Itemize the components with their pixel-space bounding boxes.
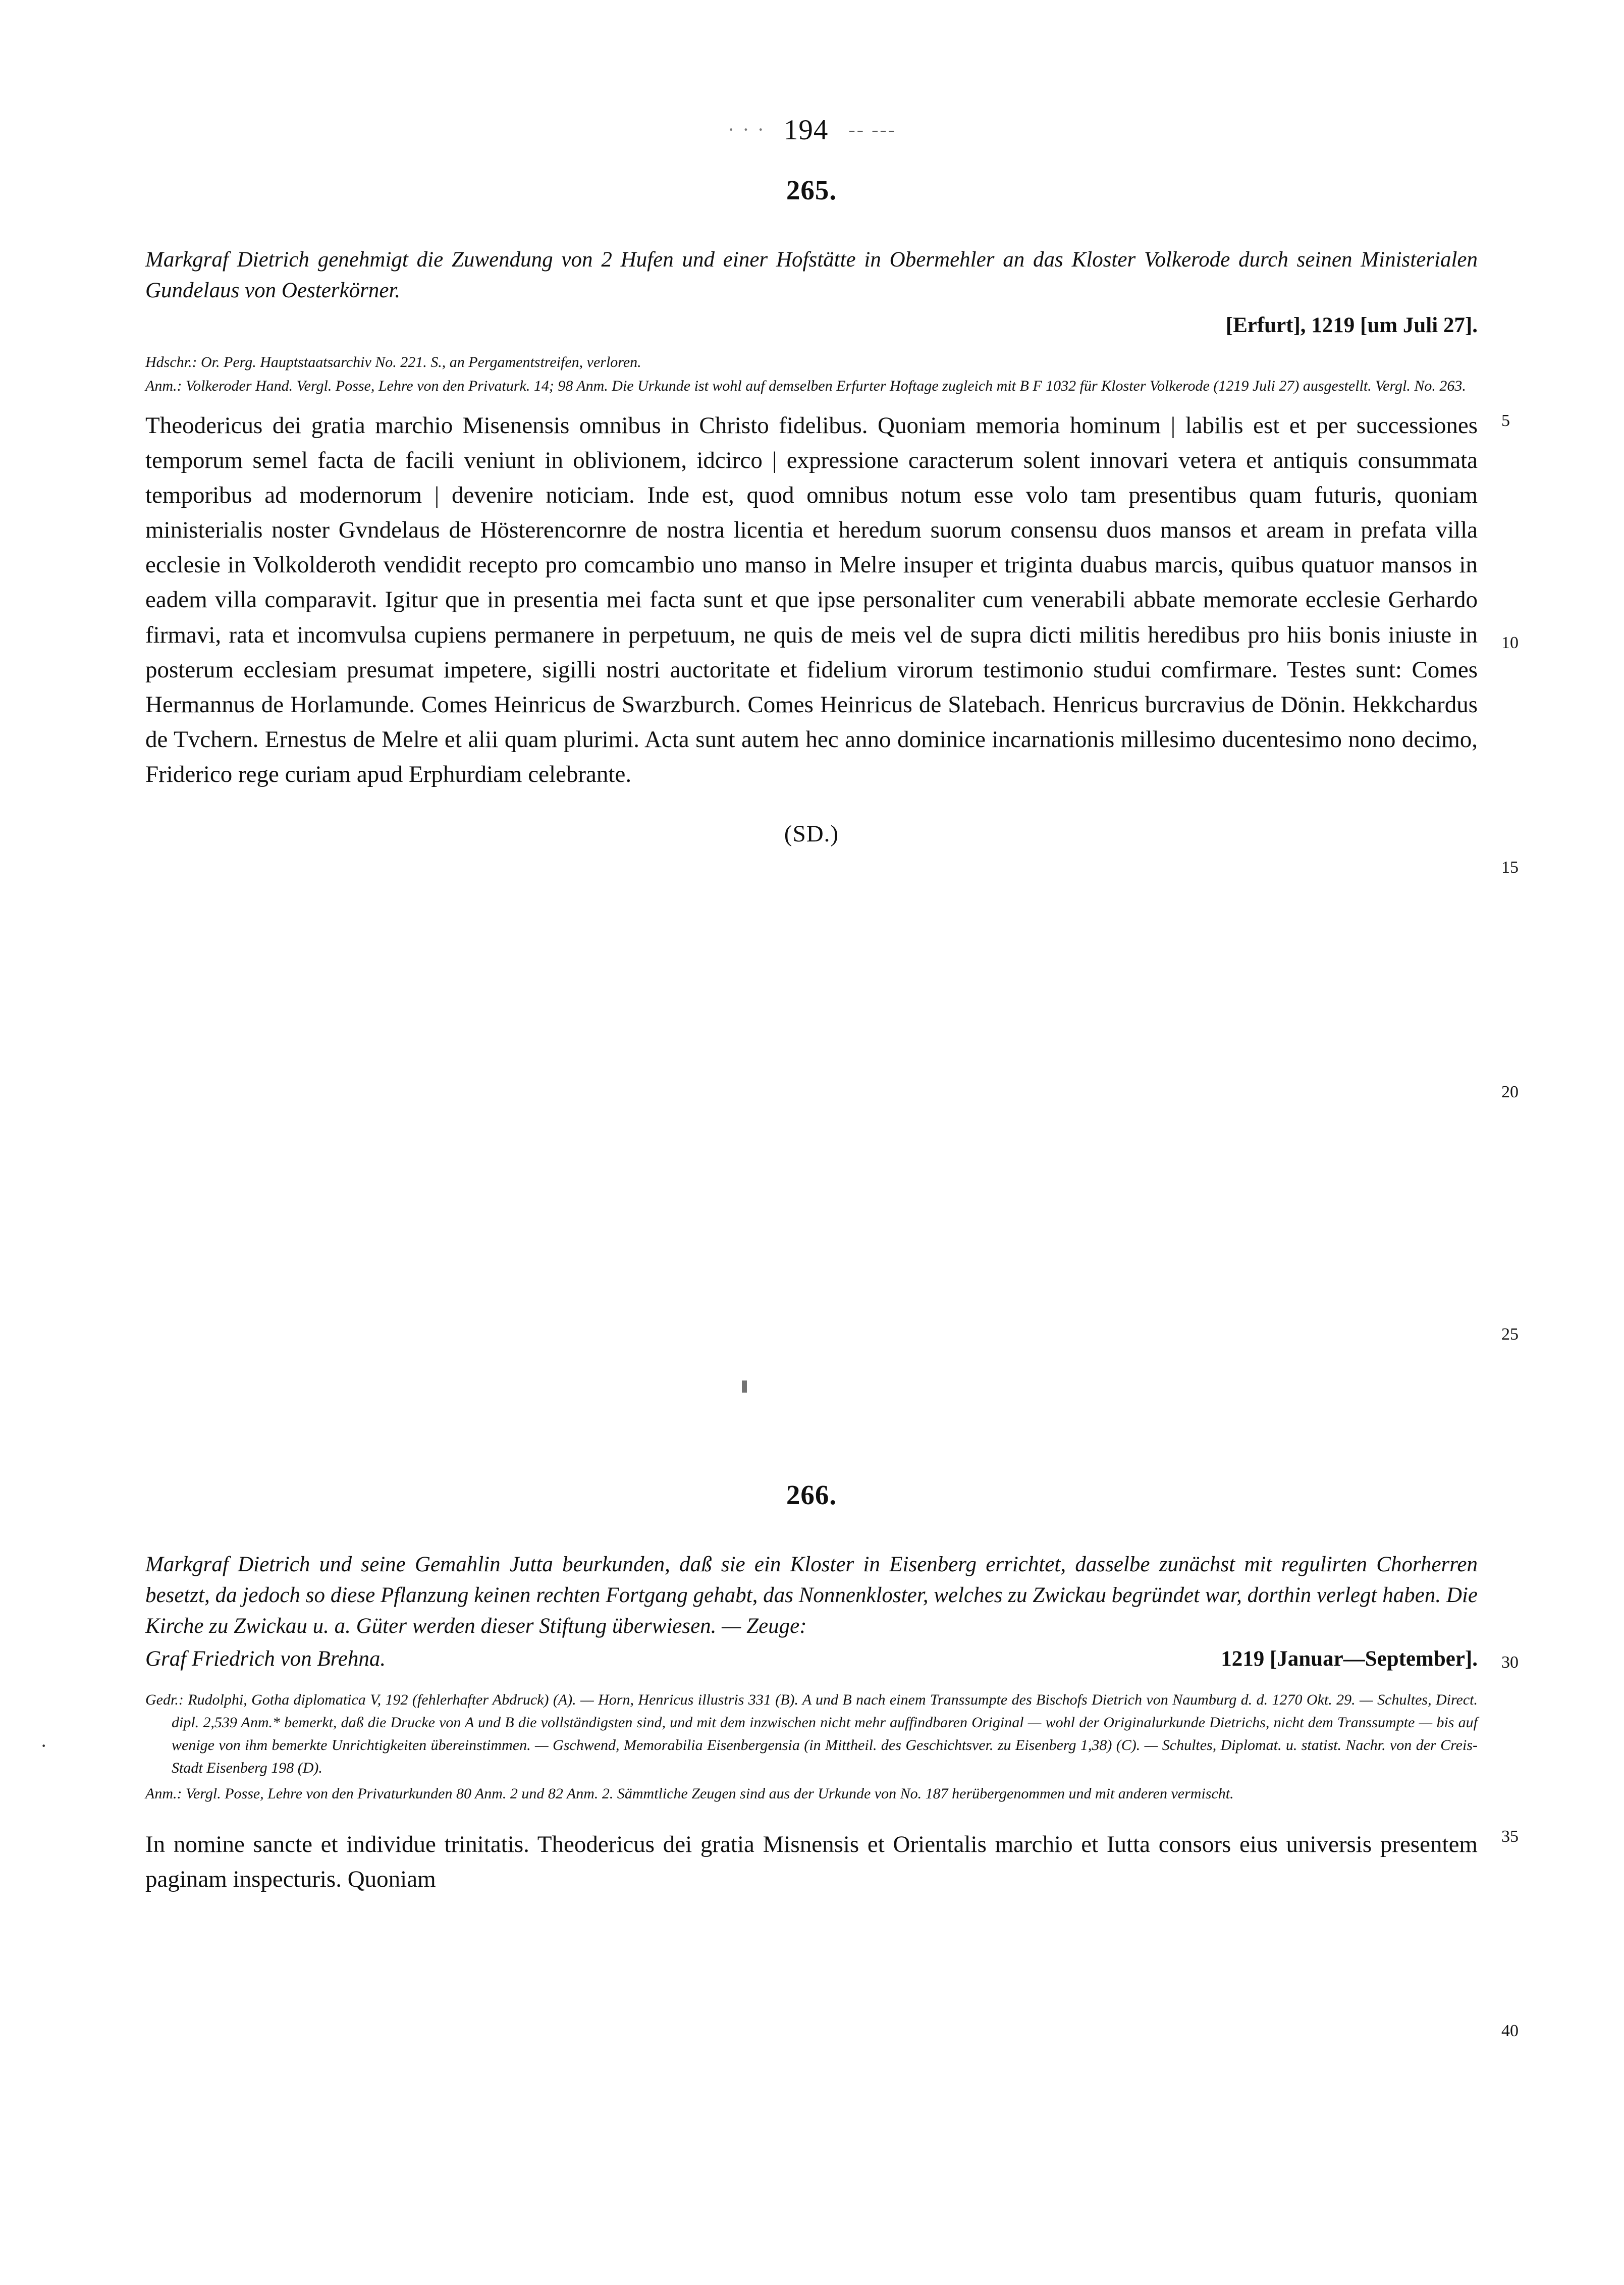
doc-265-text [145, 408, 1478, 792]
doc-266-apparatus-gedr: Gedr.: Rudolphi, Gotha diplomatica V, 192 (fehlerhafter Abdruck) (A). — Horn, Henricus illustris 331 (B). A und B nach einem Transsumpte des Bischofs Dietrich von Naumburg d. d. 1270 Okt. 29. — Schultes, Direct. dipl. 2,539 Anm.* bemerkt, daß die Drucke von A und B die vollständigsten sind, und mit dem inzwischen nicht mehr auffindbaren Original — wohl der Originalurkunde Dietrichs, nicht dem Transsumpte — bis auf wenige von ihm bemerkte Unrichtigkeiten übereinstimmen. — Gschwend, Memorabilia Eisenbergensia (in Mittheil. des Geschichtsver. zu Eisenberg 1,38) (C). — Schultes, Diplomat. u. statist. Nachr. von der Creis-Stadt Eisenberg 198 (D). [145, 1691, 1478, 1777]
doc-266-apparatus [145, 1688, 1478, 1805]
line-number-30: 30 [1501, 1653, 1519, 1672]
doc-265-seal-note: (SD.) [784, 820, 839, 847]
doc-266-text-body: In nomine sancte et individue trinitatis. Theodericus dei gratia Misnensis et Orientalis marchio et Iutta consors eius universis presentem paginam inspecturis. Quoniam [145, 1831, 1478, 1893]
line-number-5: 5 [1501, 411, 1510, 430]
doc-266-text [145, 1827, 1478, 1897]
line-number-10: 10 [1501, 633, 1519, 652]
page-header [0, 114, 1624, 146]
doc-266-regest: Markgraf Dietrich und seine Gemahlin Jutta beurkunden, daß sie ein Kloster in Eisenberg errichtet, dasselbe zunächst mit regulirten Chorherren besetzt, da jedoch so diese Pflanzung keinen rechten Fortgang gehabt, das Nonnenkloster, welches zu Zwickau begründet war, dorthin verlegt haben. Die Kirche zu Zwickau u. a. Güter werden dieser Stiftung überwiesen. — Zeuge: [145, 1553, 1478, 1638]
doc-265-dateline: [Erfurt], 1219 [um Juli 27]. [1225, 313, 1478, 338]
doc-266-regest-wrap [145, 1532, 1478, 1897]
header-left-marks: · · · [727, 118, 766, 141]
line-number-15: 15 [1501, 858, 1519, 877]
line-number-20: 20 [1501, 1083, 1519, 1101]
doc-265-apparatus-hdschr: Hdschr.: Or. Perg. Hauptstaatsarchiv No. 221. S., an Pergamentstreifen, verloren. [145, 354, 641, 371]
doc-265-text-body: Theodericus dei gratia marchio Misenensis omnibus in Christo fidelibus. Quoniam memoria hominum | labilis est et per successiones temporum semel facta de facili veniunt in oblivionem, idcirco | expressione caracterum solent innovari vetera et antiquis consummata temporibus ad modernorum | devenire noticiam. Inde est, quod omnibus notum esse volo tam presentibus quam futuris, quoniam ministerialis noster Gvndelaus de Hösterencornre de nostra licentia et heredum suorum consensu duos mansos et aream in prefata villa ecclesie in Volkolderoth vendidit recepto pro comcambio uno manso in Melre insuper et triginta duabus marcis, quibus quatuor mansos in eadem villa comparavit. Igitur que in presentia mei facta sunt et que ipse personaliter cum venerabili abbate memorate ecclesie Gerhardo firmavi, rata et incomvulsa cupiens permanere in perpetuum, ne quis de meis vel de supra dicti militis heredibus pro hiis bonis iniuste in posterum ecclesiam presumat impetere, sigilli nostri auctoritate et fidelium virorum testimonio studui comfirmare. Testes sunt: Comes Hermannus de Horlamunde. Comes Heinricus de Swarzburch. Comes Heinricus de Slatebach. Henricus burcravius de Dönin. Hekkchardus de Tvchern. Ernestus de Melre et alii quam plurimi. Acta sunt autem hec anno dominice incarnationis millesimo ducentesimo nono decimo, Friderico rege curiam apud Erphurdiam celebrante. [145, 412, 1478, 787]
doc-265-apparatus-anm: Anm.: Volkeroder Hand. Vergl. Posse, Lehre von den Privaturk. 14; 98 Anm. Die Urkunde ist wohl auf demselben Erfurter Hoftage zugleich mit B F 1032 für Kloster Volkerode (1219 Juli 27) ausgestellt. Vergl. No. 263. [145, 378, 1466, 395]
doc-number-266: 266. [786, 1479, 837, 1510]
line-number-25: 25 [1501, 1325, 1519, 1344]
header-right-marks: -- --- [848, 118, 897, 141]
doc-266-number-wrap [145, 1479, 1478, 1511]
scan-speck-center [742, 1380, 747, 1393]
doc-265-regest-wrap [145, 227, 1478, 847]
doc-266-apparatus-anm: Anm.: Vergl. Posse, Lehre von den Privaturkunden 80 Anm. 2 und 82 Anm. 2. Sämmtliche Zeugen sind aus der Urkunde von No. 187 herübergenommen und mit anderen vermischt. [145, 1785, 1234, 1802]
doc-266-dateline-row [145, 1646, 1478, 1671]
doc-265-number-wrap [145, 174, 1478, 206]
doc-266-dateline: 1219 [Januar—September]. [1221, 1647, 1478, 1671]
scan-speck-left: · [40, 1734, 47, 1757]
line-number-40: 40 [1501, 2022, 1519, 2040]
doc-265-apparatus [145, 351, 1478, 397]
line-number-35: 35 [1501, 1827, 1519, 1846]
doc-number-265: 265. [786, 175, 837, 205]
doc-265-regest: Markgraf Dietrich genehmigt die Zuwendung von 2 Hufen und einer Hofstätte in Obermehler an das Kloster Volkerode durch seinen Ministerialen Gundelaus von Oesterkörner. [145, 248, 1478, 303]
folio-number: 194 [783, 114, 829, 146]
doc-266-regest-tail: Graf Friedrich von Brehna. [145, 1647, 386, 1671]
